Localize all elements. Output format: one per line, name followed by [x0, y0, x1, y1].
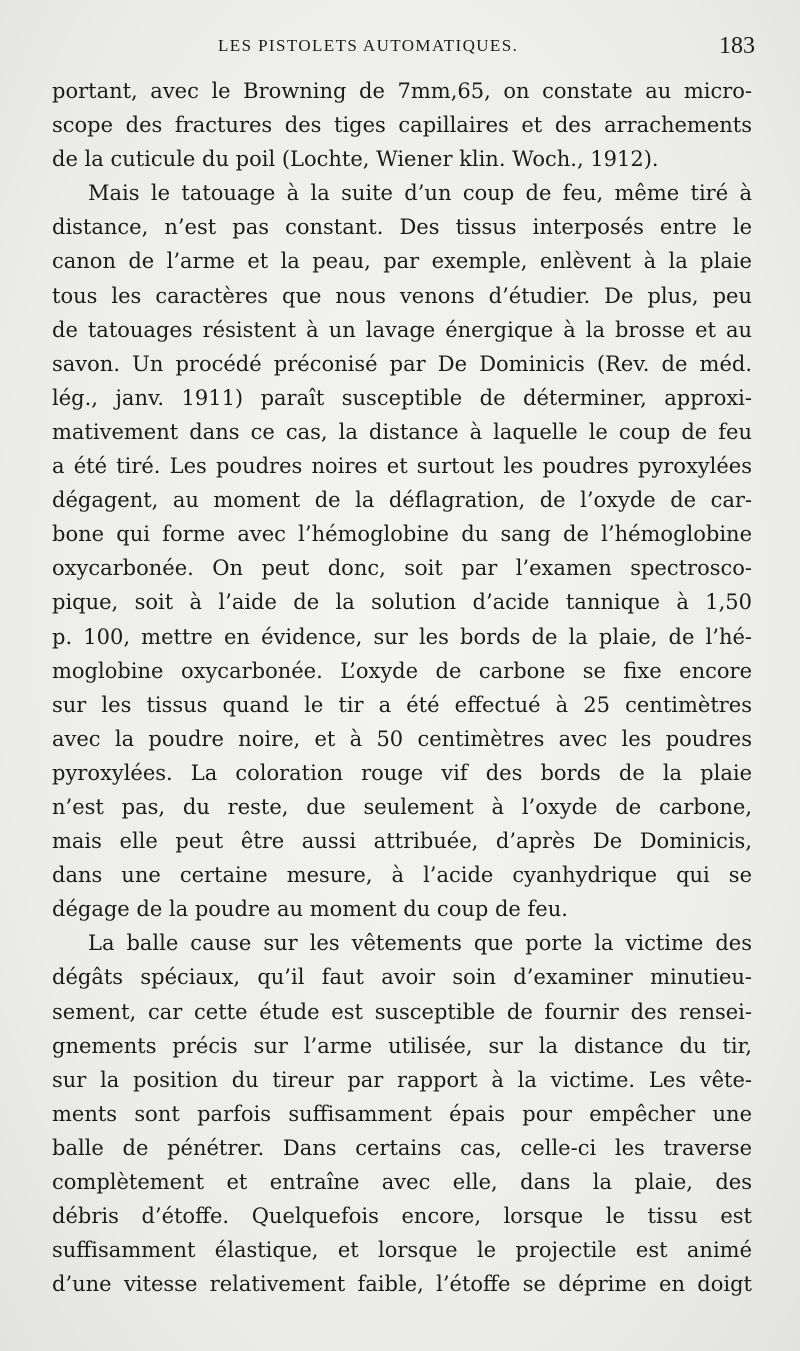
- page-number: 183: [719, 33, 755, 59]
- text-line: d’une vitesse relativement faible, l’étoffe se déprime en doigt: [52, 1272, 752, 1297]
- text-line: mativement dans ce cas, la distance à laquelle le coup de feu: [52, 419, 752, 444]
- text-line: balle de pénétrer. Dans certains cas, celle-ci les traverse: [52, 1135, 752, 1160]
- text-line: dégagent, au moment de la déflagration, de l’oxyde de car-: [52, 488, 752, 513]
- text-line: ments sont parfois suffisamment épais pour empêcher une: [52, 1101, 752, 1126]
- text-line: dans une certaine mesure, à l’acide cyanhydrique qui se: [52, 863, 752, 888]
- page-header: [0, 33, 800, 66]
- paragraph-first-line: La balle cause sur les vêtements que porte la victime des: [88, 931, 752, 956]
- text-line: suffisamment élastique, et lorsque le projectile est animé: [52, 1238, 752, 1263]
- text-line: sur les tissus quand le tir a été effectué à 25 centimètres: [52, 692, 752, 717]
- text-line: de la cuticule du poil (Lochte, Wiener klin. Woch., 1912).: [52, 147, 659, 172]
- paragraph-first-line: Mais le tatouage à la suite d’un coup de feu, même tiré à: [88, 181, 752, 206]
- text-line: gnements précis sur l’arme utilisée, sur la distance du tir,: [52, 1033, 752, 1058]
- text-line: oxycarbonée. On peut donc, soit par l’examen spectrosco-: [52, 556, 752, 581]
- body-text: [52, 74, 752, 1301]
- text-line: débris d’étoffe. Quelquefois encore, lorsque le tissu est: [52, 1204, 752, 1229]
- text-line: scope des fractures des tiges capillaires et des arrachements: [52, 113, 752, 138]
- text-line: pique, soit à l’aide de la solution d’acide tannique à 1,50: [52, 590, 752, 615]
- text-line: bone qui forme avec l’hémoglobine du sang de l’hémoglobine: [52, 522, 752, 547]
- text-line: sement, car cette étude est susceptible de fournir des rensei-: [52, 999, 752, 1024]
- text-line: mais elle peut être aussi attribuée, d’après De Dominicis,: [52, 829, 752, 854]
- text-line: n’est pas, du reste, due seulement à l’oxyde de carbone,: [52, 794, 752, 819]
- text-line: complètement et entraîne avec elle, dans la plaie, des: [52, 1170, 752, 1194]
- text-line: de tatouages résistent à un lavage énergique à la brosse et au: [52, 317, 752, 342]
- text-line: a été tiré. Les poudres noires et surtout les poudres pyroxylées: [52, 454, 752, 479]
- text-line: portant, avec le Browning de 7mm,65, on constate au micro-: [52, 79, 752, 103]
- text-line: sur la position du tireur par rapport à la victime. Les vête-: [52, 1067, 752, 1092]
- text-line: savon. Un procédé préconisé par De Dominicis (Rev. de méd.: [52, 351, 752, 376]
- text-line: tous les caractères que nous venons d’étudier. De plus, peu: [52, 283, 752, 308]
- text-line: moglobine oxycarbonée. L’oxyde de carbone se fixe encore: [52, 658, 752, 683]
- text-line: avec la poudre noire, et à 50 centimètres avec les poudres: [52, 726, 752, 751]
- text-line: pyroxylées. La coloration rouge vif des bords de la plaie: [52, 760, 752, 785]
- text-line: lég., janv. 1911) paraît susceptible de déterminer, approxi-: [52, 385, 752, 410]
- text-line: dégâts spéciaux, qu’il faut avoir soin d’examiner minutieu-: [52, 965, 752, 990]
- text-line: dégage de la poudre au moment du coup de feu.: [52, 897, 568, 922]
- running-title: LES PISTOLETS AUTOMATIQUES.: [218, 36, 519, 55]
- text-line: p. 100, mettre en évidence, sur les bords de la plaie, de l’hé-: [52, 624, 752, 649]
- text-line: distance, n’est pas constant. Des tissus interposés entre le: [52, 215, 752, 240]
- text-line: canon de l’arme et la peau, par exemple, enlèvent à la plaie: [52, 249, 752, 274]
